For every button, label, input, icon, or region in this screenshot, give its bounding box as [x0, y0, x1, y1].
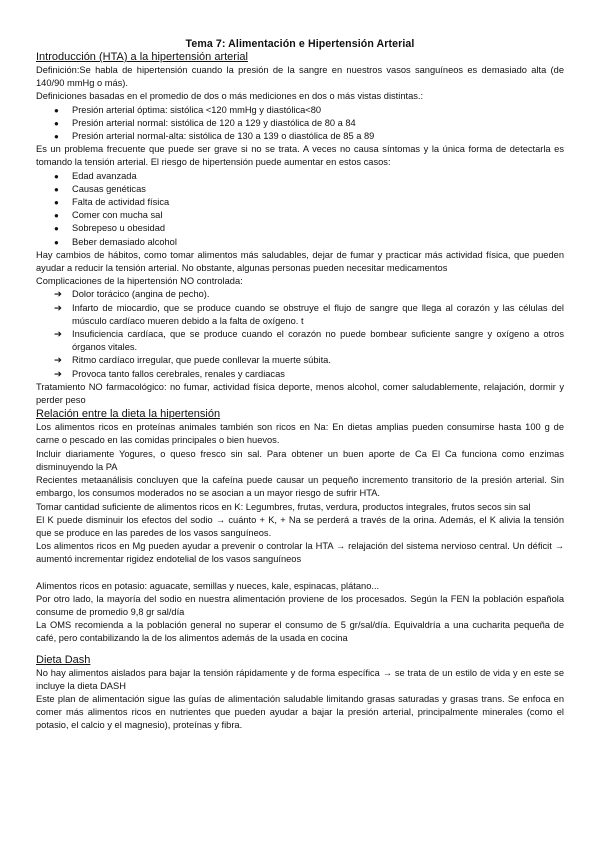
list-item: ● Presión arterial óptima: sistólica <120 mmHg y diastólica<80 [36, 104, 564, 117]
list-item: ● Presión arterial normal-alta: sistólica de 130 a 139 o diastólica de 85 a 89 [36, 130, 564, 143]
spacer [36, 567, 564, 580]
bullet-icon: ● [54, 171, 59, 181]
spacer [36, 646, 564, 653]
bullet-icon: ● [54, 211, 59, 221]
bullet-icon: ● [54, 118, 59, 128]
arrow-right-icon: ➔ [54, 355, 62, 366]
paragraph: Recientes metaanálisis concluyen que la cafeína puede causar un pequeño incremento transitorio de la presión arterial. Sin embargo, los consumos moderados no se asocian a un mayor riesgo de sufrir HTA. [36, 475, 564, 499]
bullet-icon: ● [54, 184, 59, 194]
bullet-icon: ● [54, 132, 59, 142]
paragraph: Definición:Se habla de hipertensión cuando la presión de la sangre en nuestros vasos sanguíneos es demasiado alta (de 140/90 mmHg o más). [36, 65, 564, 89]
section-heading-dash-diet: Dieta Dash [36, 653, 91, 666]
paragraph: El K puede disminuir los efectos del sodio → cuánto + K, + Na se perderá a través de la orina. Además, el K alivia la tensión que se produce en las paredes de los vasos sanguíneos. [36, 514, 564, 538]
arrow-list-complications [36, 288, 564, 380]
bullet-list-pressure-levels [36, 104, 564, 144]
paragraph: Es un problema frecuente que puede ser grave si no se trata. A veces no causa síntomas y la única forma de detectarla es tomando la tensión arterial. El riesgo de hipertensión puede aumentar en estos casos: [36, 144, 564, 168]
paragraph: Por otro lado, la mayoría del sodio en nuestra alimentación proviene de los procesados. Según la FEN la población española consume de promedio 9,8 gr sal/día [36, 593, 564, 617]
list-item: ● Causas genéticas [36, 183, 564, 196]
list-item: ● Beber demasiado alcohol [36, 236, 564, 249]
list-item: ● Sobrepeso u obesidad [36, 222, 564, 235]
arrow-right-icon: ➔ [54, 302, 62, 313]
section-heading-intro: Introducción (HTA) a la hipertensión arterial [36, 51, 248, 63]
list-item: ● Presión arterial normal: sistólica de 120 a 129 y diastólica de 80 a 84 [36, 117, 564, 130]
paragraph: Los alimentos ricos en proteínas animales también son ricos en Na: En dietas amplias pueden consumirse hasta 100 g de carne o pescado en las comidas principales o bien huevos. [36, 422, 564, 446]
paragraph: Definiciones basadas en el promedio de dos o más mediciones en dos o más vistas distintas.: [36, 91, 424, 102]
paragraph: Alimentos ricos en potasio: aguacate, semillas y nueces, kale, espinacas, plátano... [36, 580, 380, 591]
bullet-icon: ● [54, 198, 59, 208]
paragraph: Complicaciones de la hipertensión NO controlada: [36, 276, 243, 287]
paragraph: Tratamiento NO farmacológico: no fumar, actividad física deporte, menos alcohol, comer saludablemente, relajación, dormir y perder peso [36, 381, 564, 406]
arrow-right-icon: ➔ [54, 329, 62, 340]
bullet-icon: ● [54, 237, 59, 247]
arrow-right-icon: ➔ [54, 368, 62, 379]
document-title: Tema 7: Alimentación e Hipertensión Arterial [185, 38, 415, 50]
list-item: ➔ Infarto de miocardio, que se produce cuando se obstruye el flujo de sangre que llega al corazón y las células del músculo cardíaco mueren debido a la falta de oxígeno. t [54, 302, 564, 326]
list-item: ➔ Provoca tanto fallos cerebrales, renales y cardiacas [36, 368, 564, 381]
list-item: ● Comer con mucha sal [36, 209, 564, 222]
list-item: ➔ Ritmo cardíaco irregular, que puede conllevar la muerte súbita. [36, 354, 564, 367]
paragraph: Incluir diariamente Yogures, o queso fresco sin sal. Para obtener un buen aporte de Ca El Ca funciona como enzimas disminuyendo la PA [36, 448, 564, 472]
list-item: ➔ Insuficiencia cardíaca, que se produce cuando el corazón no puede bombear suficiente sangre y oxígeno a otros órganos vitales. [54, 329, 564, 353]
paragraph: Tomar cantidad suficiente de alimentos ricos en K: Legumbres, frutas, verdura, productos integrales, frutos secos sin sal [36, 501, 531, 512]
bullet-icon: ● [54, 105, 59, 115]
list-item: ● Edad avanzada [36, 170, 564, 183]
section-heading-diet-relation: Relación entre la dieta la hipertensión [36, 408, 221, 421]
paragraph: Hay cambios de hábitos, como tomar alimentos más saludables, dejar de fumar y practicar más actividad física, que pueden ayudar a reducir la tensión arterial. No obstante, algunas personas pueden necesitar medicamentos [36, 249, 564, 274]
paragraph: La OMS recomienda a la población general no superar el consumo de 5 gr/sal/día. Equivaldría a una cucharita pequeña de café, pero contabilizando la de los alimentos además de la usada en cocina [36, 620, 564, 644]
paragraph: Este plan de alimentación sigue las guías de alimentación saludable limitando grasas saturadas y grasas trans. Se enfoca en comer más alimentos ricos en nutrientes que pueden ayudar a bajar la presión arterial, principalmente minerales (como el potasio, el calcio y el magnesio), proteínas y fibra. [36, 693, 564, 731]
document-content [36, 50, 564, 733]
list-item: ● Falta de actividad física [36, 196, 564, 209]
bullet-icon: ● [54, 224, 59, 234]
list-item: ➔ Dolor torácico (angina de pecho). [36, 288, 564, 301]
paragraph: Los alimentos ricos en Mg pueden ayudar a prevenir o controlar la HTA → relajación del sistema nervioso central. Un déficit → aumentó incrementar rigidez endotelial de los vasos sanguíneos [36, 541, 564, 565]
bullet-list-risk-factors [36, 170, 564, 249]
arrow-right-icon: ➔ [54, 289, 62, 300]
paragraph: No hay alimentos aislados para bajar la tensión rápidamente y de forma específica → se trata de un estilo de vida y en este se incluye la dieta DASH [36, 667, 564, 691]
